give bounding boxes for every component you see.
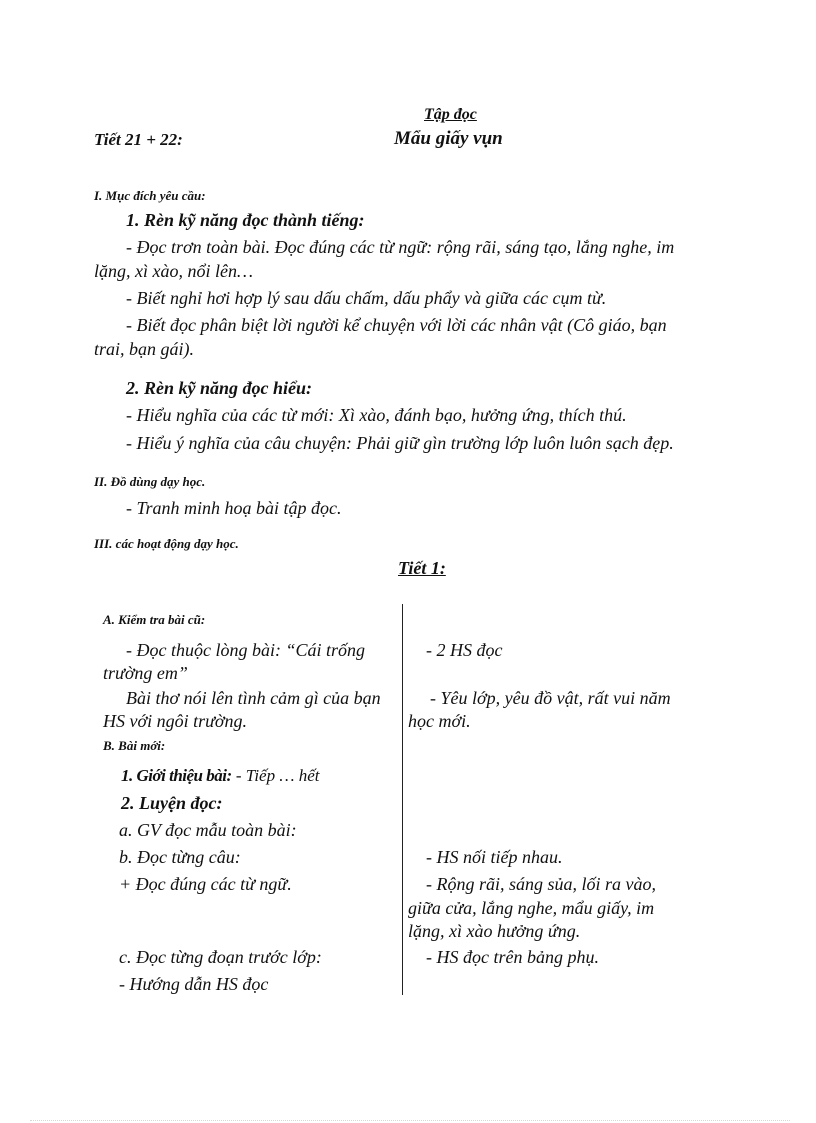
intro-label: 1. Giới thiệu bài: bbox=[121, 766, 232, 785]
teacher-activity: b. Đọc từng câu: bbox=[119, 847, 241, 867]
student-activity: giữa cửa, lắng nghe, mẩu giấy, im bbox=[408, 898, 655, 918]
materials-line: - Tranh minh hoạ bài tập đọc. bbox=[126, 498, 342, 518]
lesson-number: Tiết 21 + 22: bbox=[94, 130, 183, 149]
student-activity: - Rộng rãi, sáng sủa, lối ra vào, bbox=[426, 874, 657, 894]
goals-heading: I. Mục đích yêu cầu: bbox=[94, 188, 206, 203]
reading-aloud-line: lặng, xì xào, nổi lên… bbox=[94, 261, 253, 281]
student-activity: lặng, xì xào hưởng ứng. bbox=[408, 921, 581, 941]
period-heading: Tiết 1: bbox=[398, 558, 446, 578]
teacher-activity: trường em” bbox=[103, 663, 188, 683]
teacher-activity: - Hướng dẫn HS đọc bbox=[119, 974, 269, 994]
teacher-activity: HS với ngôi trường. bbox=[103, 711, 248, 731]
student-activity: - 2 HS đọc bbox=[426, 640, 503, 660]
practice-heading: 2. Luyện đọc: bbox=[121, 793, 223, 813]
student-activity: - Yêu lớp, yêu đồ vật, rất vui năm bbox=[430, 688, 671, 708]
student-activity: - HS đọc trên bảng phụ. bbox=[426, 947, 599, 967]
teacher-activity: a. GV đọc mẫu toàn bài: bbox=[119, 820, 297, 840]
new-lesson-heading: B. Bài mới: bbox=[103, 738, 166, 753]
comprehension-line: - Hiểu ý nghĩa của câu chuyện: Phải giữ gìn trường lớp luôn luôn sạch đẹp. bbox=[126, 433, 674, 453]
teacher-activity: - Đọc thuộc lòng bài: “Cái trống bbox=[126, 640, 365, 660]
student-activity: - HS nối tiếp nhau. bbox=[426, 847, 563, 867]
materials-heading: II. Đồ dùng dạy học. bbox=[94, 474, 206, 489]
comprehension-heading: 2. Rèn kỹ năng đọc hiểu: bbox=[126, 378, 313, 398]
reading-aloud-line: - Biết đọc phân biệt lời người kể chuyện với lời các nhân vật (Cô giáo, bạn bbox=[126, 315, 667, 335]
lesson-title: Mẩu giấy vụn bbox=[394, 128, 503, 149]
comprehension-line: - Hiểu nghĩa của các từ mới: Xì xào, đánh bạo, hưởng ứng, thích thú. bbox=[126, 405, 627, 425]
activities-heading: III. các hoạt động dạy học. bbox=[94, 536, 239, 551]
reading-aloud-line: - Biết nghỉ hơi hợp lý sau dấu chấm, dấu phẩy và giữa các cụm từ. bbox=[126, 288, 607, 308]
review-heading: A. Kiểm tra bài cũ: bbox=[103, 612, 206, 627]
intro-line bbox=[121, 766, 319, 786]
reading-aloud-line: trai, bạn gái). bbox=[94, 339, 195, 359]
reading-aloud-line: - Đọc trơn toàn bài. Đọc đúng các từ ngữ: rộng rãi, sáng tạo, lắng nghe, im bbox=[126, 237, 675, 257]
page-bottom-rule bbox=[30, 1120, 790, 1121]
teacher-activity: Bài thơ nói lên tình cảm gì của bạn bbox=[126, 688, 381, 708]
teacher-activity: c. Đọc từng đoạn trước lớp: bbox=[119, 947, 322, 967]
column-divider bbox=[402, 604, 403, 995]
intro-text: - Tiếp … hết bbox=[231, 766, 320, 785]
subject-label: Tập đọc bbox=[424, 106, 477, 123]
student-activity: học mới. bbox=[408, 711, 471, 731]
teacher-activity: + Đọc đúng các từ ngữ. bbox=[119, 874, 292, 894]
reading-aloud-heading: 1. Rèn kỹ năng đọc thành tiếng: bbox=[126, 210, 365, 230]
